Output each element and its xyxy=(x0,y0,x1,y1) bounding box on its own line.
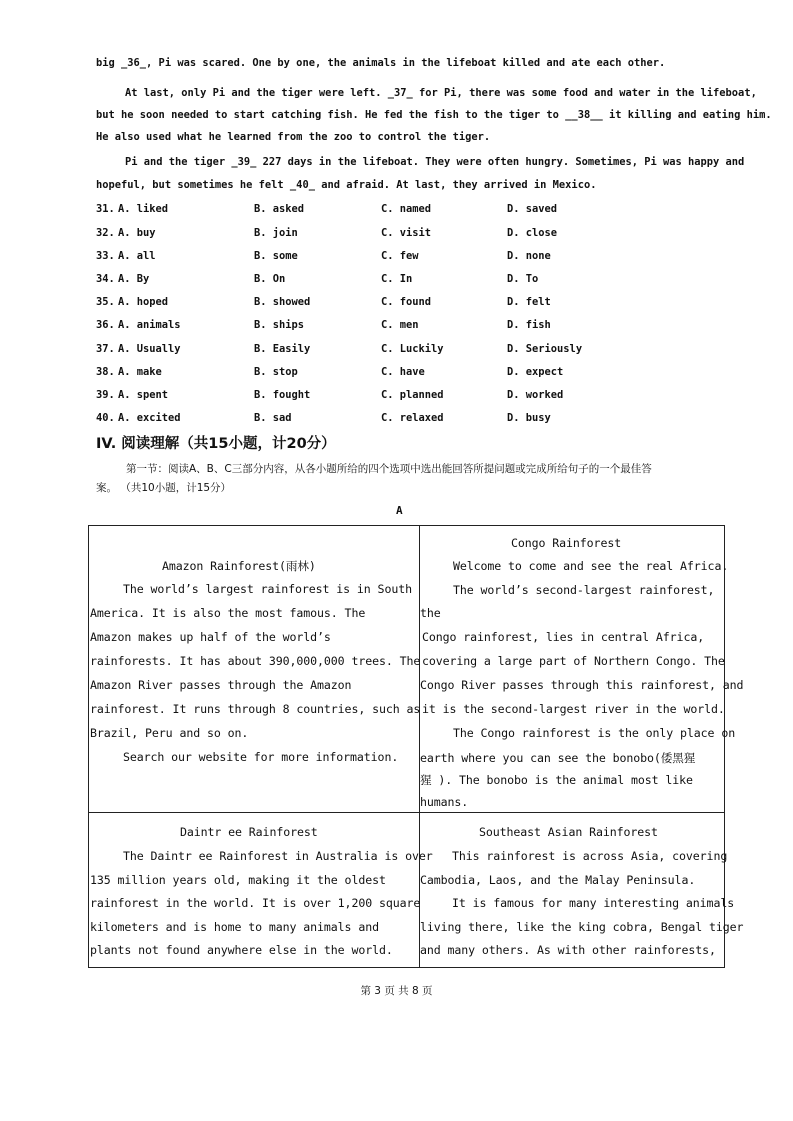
option-c: C. have xyxy=(381,366,425,378)
story-line: big _36_, Pi was scared. One by one, the animals in the lifeboat killed and ate each other. xyxy=(96,57,666,69)
option-d: D. close xyxy=(507,227,558,239)
section-instruction: 第一节：阅读A、B、C三部分内容，从各小题所给的四个选项中选出能回答所提问题或完成所给句子的一个最佳答 xyxy=(126,463,652,475)
question-number: 38. xyxy=(96,366,115,378)
cell-text: covering a large part of Northern Congo. The xyxy=(422,654,725,668)
option-b: B. asked xyxy=(254,203,305,215)
question-number: 33. xyxy=(96,250,115,262)
option-b: B. ships xyxy=(254,319,305,331)
cell-text: Congo River passes through this rainforest, and xyxy=(420,678,744,692)
cell-title: Congo Rainforest xyxy=(511,536,622,550)
cell-text: earth where you can see the bonobo(倭黑猩 xyxy=(420,751,696,765)
option-d: D. worked xyxy=(507,389,564,401)
cell-text: Brazil, Peru and so on. xyxy=(90,726,249,740)
question-number: 35. xyxy=(96,296,115,308)
cell-text: The world’s second-largest rainforest, xyxy=(453,583,715,597)
option-d: D. To xyxy=(507,273,539,285)
option-a: A. excited xyxy=(118,412,181,424)
cell-text: Amazon River passes through the Amazon xyxy=(90,678,352,692)
option-a: A. By xyxy=(118,273,150,285)
option-b: B. showed xyxy=(254,296,311,308)
option-d: D. felt xyxy=(507,296,551,308)
option-a: A. liked xyxy=(118,203,169,215)
cell-text: Amazon makes up half of the world’s xyxy=(90,630,331,644)
cell-text: kilometers and is home to many animals and xyxy=(90,920,379,934)
cell-text: and many others. As with other rainforests, xyxy=(420,943,716,957)
cell-text: The world’s largest rainforest is in South xyxy=(123,582,412,596)
passage-label: A xyxy=(396,504,403,517)
option-a: A. hoped xyxy=(118,296,169,308)
cell-text: This rainforest is across Asia, covering xyxy=(452,849,728,863)
option-b: B. sad xyxy=(254,412,292,424)
option-d: D. fish xyxy=(507,319,551,331)
cell-text: living there, like the king cobra, Bengal tiger xyxy=(420,920,744,934)
option-b: B. stop xyxy=(254,366,298,378)
question-number: 31. xyxy=(96,203,115,215)
option-row-37 xyxy=(96,343,716,363)
option-d: D. none xyxy=(507,250,551,262)
option-c: C. named xyxy=(381,203,432,215)
option-row-31 xyxy=(96,203,716,223)
question-number: 34. xyxy=(96,273,115,285)
option-c: C. found xyxy=(381,296,432,308)
cell-text: Congo rainforest, lies in central Africa, xyxy=(422,630,705,644)
story-line: Pi and the tiger _39_ 227 days in the lifeboat. They were often hungry. Sometimes, Pi was happy and xyxy=(125,156,745,168)
cell-text: America. It is also the most famous. The xyxy=(90,606,366,620)
cell-text: It is famous for many interesting animals xyxy=(452,896,735,910)
option-c: C. relaxed xyxy=(381,412,444,424)
option-a: A. buy xyxy=(118,227,156,239)
option-c: C. visit xyxy=(381,227,432,239)
question-number: 36. xyxy=(96,319,115,331)
option-row-35 xyxy=(96,296,716,316)
option-row-32 xyxy=(96,227,716,247)
cell-text: 猩 ). The bonobo is the animal most like xyxy=(420,773,693,787)
option-d: D. busy xyxy=(507,412,551,424)
cell-title: Daintr ee Rainforest xyxy=(180,825,318,839)
option-row-39 xyxy=(96,389,716,409)
story-line: but he soon needed to start catching fish. He fed the fish to the tiger to __38__ it killing and eating him. xyxy=(96,109,772,121)
option-row-34 xyxy=(96,273,716,293)
option-b: B. Easily xyxy=(254,343,311,355)
option-b: B. fought xyxy=(254,389,311,401)
cell-title: Amazon Rainforest(雨林) xyxy=(162,559,316,573)
cell-text: plants not found anywhere else in the world. xyxy=(90,943,393,957)
cell-title: Southeast Asian Rainforest xyxy=(479,825,658,839)
option-c: C. In xyxy=(381,273,413,285)
cell-text: The Congo rainforest is the only place on xyxy=(453,726,736,740)
option-d: D. Seriously xyxy=(507,343,583,355)
option-b: B. On xyxy=(254,273,286,285)
table-divider xyxy=(89,812,724,813)
cell-text: Search our website for more information. xyxy=(123,750,399,764)
cell-text: 135 million years old, making it the oldest xyxy=(90,873,386,887)
option-row-36 xyxy=(96,319,716,339)
story-line: He also used what he learned from the zoo to control the tiger. xyxy=(96,131,491,143)
option-b: B. join xyxy=(254,227,298,239)
question-number: 32. xyxy=(96,227,115,239)
cell-text: humans. xyxy=(420,795,469,809)
cell-text: rainforest. It runs through 8 countries, such as xyxy=(90,702,421,716)
cell-text: rainforest in the world. It is over 1,200 square xyxy=(90,896,421,910)
section-instruction: 案。 （共10小题，计15分） xyxy=(96,482,232,494)
cell-text: Welcome to come and see the real Africa. xyxy=(453,559,729,573)
cell-text: rainforests. It has about 390,000,000 trees. The xyxy=(90,654,421,668)
rainforest-table xyxy=(88,525,744,968)
option-c: C. Luckily xyxy=(381,343,444,355)
option-d: D. expect xyxy=(507,366,564,378)
option-c: C. men xyxy=(381,319,419,331)
option-a: A. animals xyxy=(118,319,181,331)
cell-text: the xyxy=(420,606,441,620)
option-row-33 xyxy=(96,250,716,270)
option-c: C. planned xyxy=(381,389,444,401)
option-a: A. Usually xyxy=(118,343,181,355)
story-line: hopeful, but sometimes he felt _40_ and afraid. At last, they arrived in Mexico. xyxy=(96,179,597,191)
cell-text: Cambodia, Laos, and the Malay Peninsula. xyxy=(420,873,696,887)
option-a: A. make xyxy=(118,366,162,378)
question-number: 40. xyxy=(96,412,115,424)
cell-text: it is the second-largest river in the world. xyxy=(422,702,725,716)
story-line: At last, only Pi and the tiger were left. _37_ for Pi, there was some food and water in the lifeboat, xyxy=(125,87,757,99)
option-row-38 xyxy=(96,366,716,386)
cell-text: The Daintr ee Rainforest in Australia is over xyxy=(123,849,433,863)
section-title: IV. 阅读理解（共15小题，计20分） xyxy=(96,436,336,452)
question-number: 37. xyxy=(96,343,115,355)
option-b: B. some xyxy=(254,250,298,262)
option-a: A. spent xyxy=(118,389,169,401)
option-c: C. few xyxy=(381,250,419,262)
question-number: 39. xyxy=(96,389,115,401)
option-row-40 xyxy=(96,412,716,432)
page-footer: 第 3 页 共 8 页 xyxy=(360,985,433,997)
option-a: A. all xyxy=(118,250,156,262)
option-d: D. saved xyxy=(507,203,558,215)
